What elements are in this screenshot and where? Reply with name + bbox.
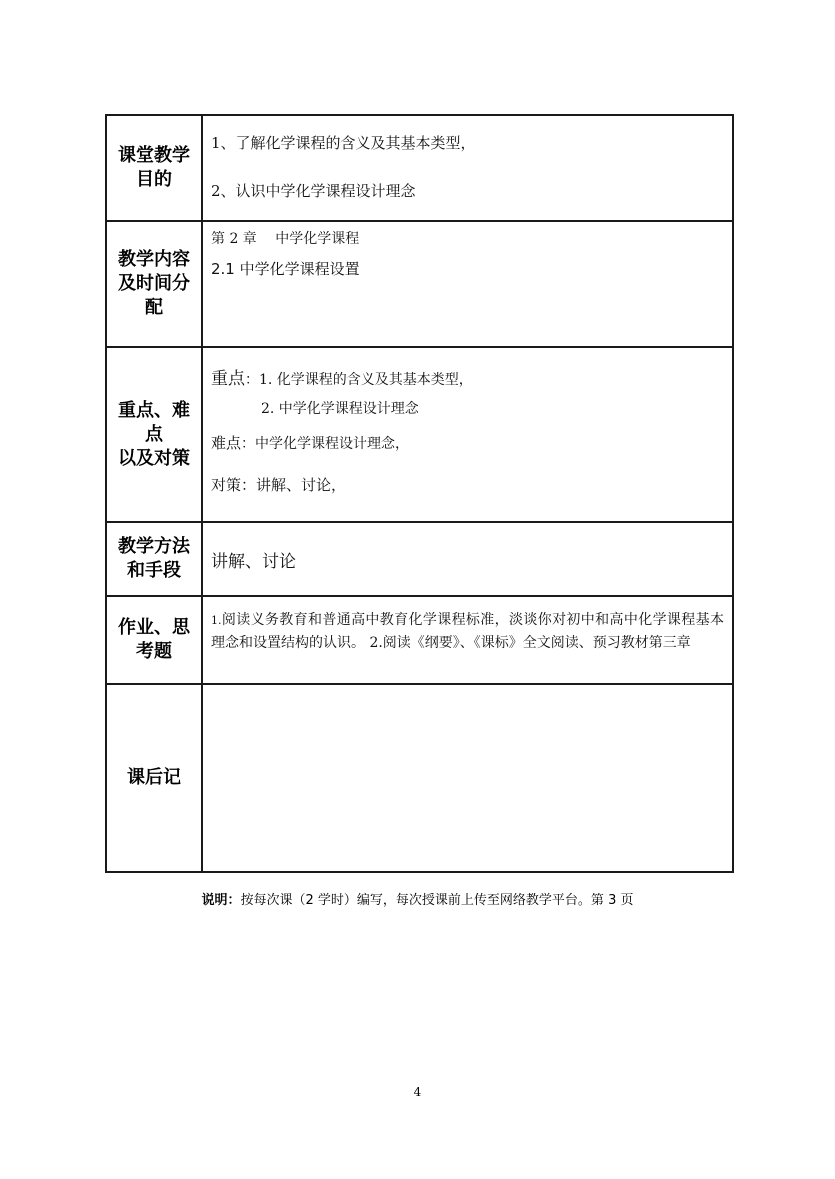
- methods-text: 讲解、讨论: [211, 551, 296, 572]
- label-line: 以及对策: [118, 447, 190, 469]
- difficulty-line: [211, 432, 724, 474]
- label-line: 课堂教学: [118, 145, 190, 166]
- homework-row: [106, 596, 733, 684]
- difficulty-label: 难点: [211, 434, 242, 452]
- methods-row: [106, 522, 733, 596]
- objective-item: 2、认识中学化学课程设计理念: [211, 182, 416, 200]
- methods-label: [106, 522, 202, 596]
- after-class-notes-content: [202, 684, 733, 872]
- label-line: 目的: [136, 169, 172, 190]
- label-line: 考题: [136, 641, 172, 662]
- homework-number: 1.: [211, 614, 222, 627]
- content-time-label: [106, 221, 202, 347]
- homework-text: 阅读义务教育和普通高中教育化学课程标准，淡谈你对初中和高中化学课程基本理念和设置结构的认识。 2.阅读《纲要》、《课标》全文阅读、预习教材第三章: [211, 612, 724, 651]
- objective-item: 1、了解化学课程的含义及其基本类型，: [211, 134, 476, 152]
- key-point-item: 2. 中学化学课程设计理念: [261, 401, 419, 417]
- strategy-text: 对策：讲解、讨论，: [211, 476, 347, 494]
- chapter-title: 第 2 章 中学化学课程: [211, 231, 360, 247]
- objectives-content: [202, 115, 733, 221]
- footer-text: 按每次课（2 学时）编写，每次授课前上传至网络教学平台。第 3 页: [240, 893, 634, 908]
- homework-content: [202, 596, 733, 684]
- notes-row: [106, 684, 733, 872]
- key-point-label: 重点: [211, 369, 245, 389]
- label-line: 重点、难: [118, 399, 190, 421]
- label-line: 课后记: [127, 767, 181, 788]
- label-line: 教学方法: [118, 536, 190, 557]
- page-number: 4: [413, 1085, 422, 1099]
- key-points-content: [202, 347, 733, 522]
- label-line: 教学内容: [118, 249, 190, 270]
- label-line: 作业、思: [118, 617, 190, 638]
- difficulty-text: ：中学化学课程设计理念，: [241, 436, 410, 452]
- key-point-line: [211, 364, 724, 398]
- label-line: 及时间分: [118, 273, 190, 294]
- objectives-row: [106, 115, 733, 221]
- footer-note: [0, 889, 835, 908]
- footer-label: 说明：: [201, 893, 241, 908]
- after-class-notes-label: [106, 684, 202, 872]
- section-title: 2.1 中学化学课程设置: [211, 260, 360, 278]
- key-points-row: [106, 347, 733, 522]
- lesson-plan-table: [105, 114, 734, 873]
- objectives-label: [106, 115, 202, 221]
- content-row: [106, 221, 733, 347]
- methods-content: [202, 522, 733, 596]
- content-time-content: [202, 221, 733, 347]
- key-point-item: ：1. 化学课程的含义及其基本类型，: [245, 372, 473, 388]
- label-line: 和手段: [127, 560, 181, 581]
- label-line: 配: [145, 297, 163, 318]
- label-line: 点: [145, 423, 163, 445]
- homework-label: [106, 596, 202, 684]
- key-points-label: [106, 347, 202, 522]
